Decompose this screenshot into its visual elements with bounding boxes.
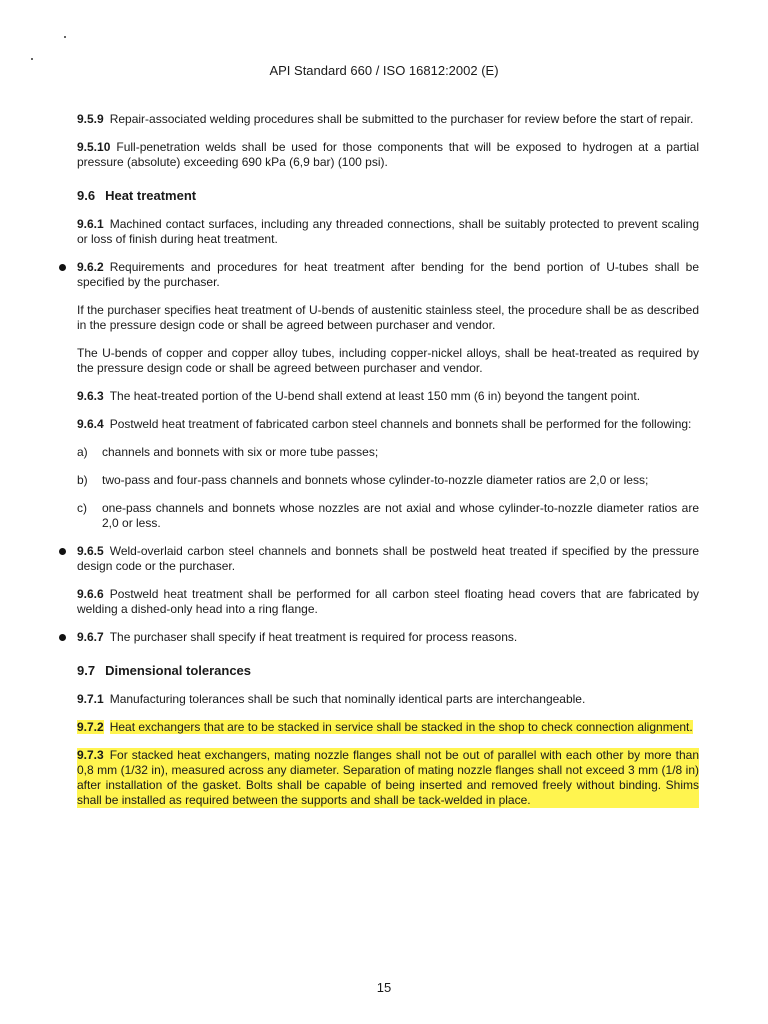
bullet-marker-icon xyxy=(59,264,66,271)
list-text: channels and bonnets with six or more tube passes; xyxy=(102,445,379,459)
clause-9-6-5 xyxy=(77,544,699,574)
clause-text: Requirements and procedures for heat treatment after bending for the bend portion of U-tubes shall be specified by the purchaser. xyxy=(77,260,699,289)
clause-text: Repair-associated welding procedures shall be submitted to the purchaser for review before the start of repair. xyxy=(109,112,694,126)
clause-9-6-7 xyxy=(77,630,699,645)
clause-number: 9.7.1 xyxy=(77,692,104,706)
clause-number: 9.6.7 xyxy=(77,630,104,644)
clause-9-6-3 xyxy=(77,389,699,404)
list-label: a) xyxy=(77,445,88,459)
clause-number: 9.6.4 xyxy=(77,417,104,431)
bullet-marker-icon xyxy=(59,548,66,555)
clause-number: 9.6.5 xyxy=(77,544,104,558)
clause-9-7-1 xyxy=(77,692,699,707)
clause-text: Machined contact surfaces, including any threaded connections, shall be suitably protected to prevent scaling or loss of finish during heat treatment. xyxy=(77,217,699,246)
clause-text: Postweld heat treatment shall be performed for all carbon steel floating head covers that are fabricated by welding a dished-only head into a ring flange. xyxy=(77,587,699,616)
clause-text: Manufacturing tolerances shall be such that nominally identical parts are interchangeable. xyxy=(109,692,586,706)
paragraph-austenitic: If the purchaser specifies heat treatment of U-bends of austenitic stainless steel, the procedure shall be as described in the pressure design code or shall be agreed between purchaser and vendor. xyxy=(77,303,699,332)
scan-speck xyxy=(64,36,66,38)
page-number: 15 xyxy=(376,980,392,995)
clause-9-6-6 xyxy=(77,587,699,617)
clause-9-5-10 xyxy=(77,140,699,170)
clause-9-5-9 xyxy=(77,112,699,127)
heading-title: Heat treatment xyxy=(105,188,197,203)
clause-number: 9.6.1 xyxy=(77,217,104,231)
clause-text: Full-penetration welds shall be used for those components that will be exposed to hydrogen at a partial pressure (absolute) exceeding 690 kPa (6,9 bar) (100 psi). xyxy=(77,140,699,169)
heading-title: Dimensional tolerances xyxy=(105,663,252,678)
highlighted-clause-text: Heat exchangers that are to be stacked in service shall be stacked in the shop to check connection alignment. xyxy=(109,720,693,734)
section-heading-9-6 xyxy=(77,188,699,203)
heading-number: 9.7 xyxy=(77,663,96,678)
clause-number: 9.6.3 xyxy=(77,389,104,403)
clause-number: 9.5.9 xyxy=(77,112,104,126)
clause-text: The purchaser shall specify if heat treatment is required for process reasons. xyxy=(109,630,518,644)
clause-9-6-4 xyxy=(77,417,699,432)
document-body xyxy=(77,112,699,821)
list-label: b) xyxy=(77,473,88,487)
clause-number: 9.5.10 xyxy=(77,140,111,154)
bullet-marker-icon xyxy=(59,634,66,641)
clause-9-6-1 xyxy=(77,217,699,247)
clause-number: 9.6.6 xyxy=(77,587,104,601)
page-header: API Standard 660 / ISO 16812:2002 (E) xyxy=(269,63,499,78)
list-text: one-pass channels and bonnets whose nozzles are not axial and whose cylinder-to-nozzle diameter ratios are 2,0 or less. xyxy=(102,501,699,530)
clause-9-7-2-highlighted xyxy=(77,720,699,735)
list-label: c) xyxy=(77,501,87,515)
clause-9-6-2 xyxy=(77,260,699,290)
clause-text: The heat-treated portion of the U-bend shall extend at least 150 mm (6 in) beyond the tangent point. xyxy=(109,389,641,403)
list-item xyxy=(77,445,699,460)
scan-speck xyxy=(31,58,33,60)
list-item xyxy=(77,473,699,488)
clause-number: 9.7.3 xyxy=(77,748,104,762)
list-text: two-pass and four-pass channels and bonnets whose cylinder-to-nozzle diameter ratios are 2,0 or less; xyxy=(102,473,649,487)
paragraph-copper: The U-bends of copper and copper alloy tubes, including copper-nickel alloys, shall be heat-treated as required by the pressure design code or shall be agreed between purchaser and vendor. xyxy=(77,346,699,375)
list-item xyxy=(77,501,699,531)
clause-text: Weld-overlaid carbon steel channels and bonnets shall be postweld heat treated if specified by the pressure design code or the purchaser. xyxy=(77,544,699,573)
clause-9-7-3-highlighted xyxy=(77,748,699,808)
clause-text: Postweld heat treatment of fabricated carbon steel channels and bonnets shall be performed for the following: xyxy=(109,417,692,431)
clause-number: 9.6.2 xyxy=(77,260,104,274)
section-heading-9-7 xyxy=(77,663,699,678)
heading-number: 9.6 xyxy=(77,188,96,203)
clause-number: 9.7.2 xyxy=(77,720,104,734)
highlighted-clause-text: For stacked heat exchangers, mating nozzle flanges shall not be out of parallel with each other by more than 0,8 mm (1/32 in), measured across any diameter. Separation of mating nozzle flanges shall not exceed 3 mm (1/8 in) after installation of the gasket. Bolts shall be capable of being inserted and removed freely without binding. Shims shall be installed as required between the supports and shall be tack-welded in place. xyxy=(77,748,699,807)
